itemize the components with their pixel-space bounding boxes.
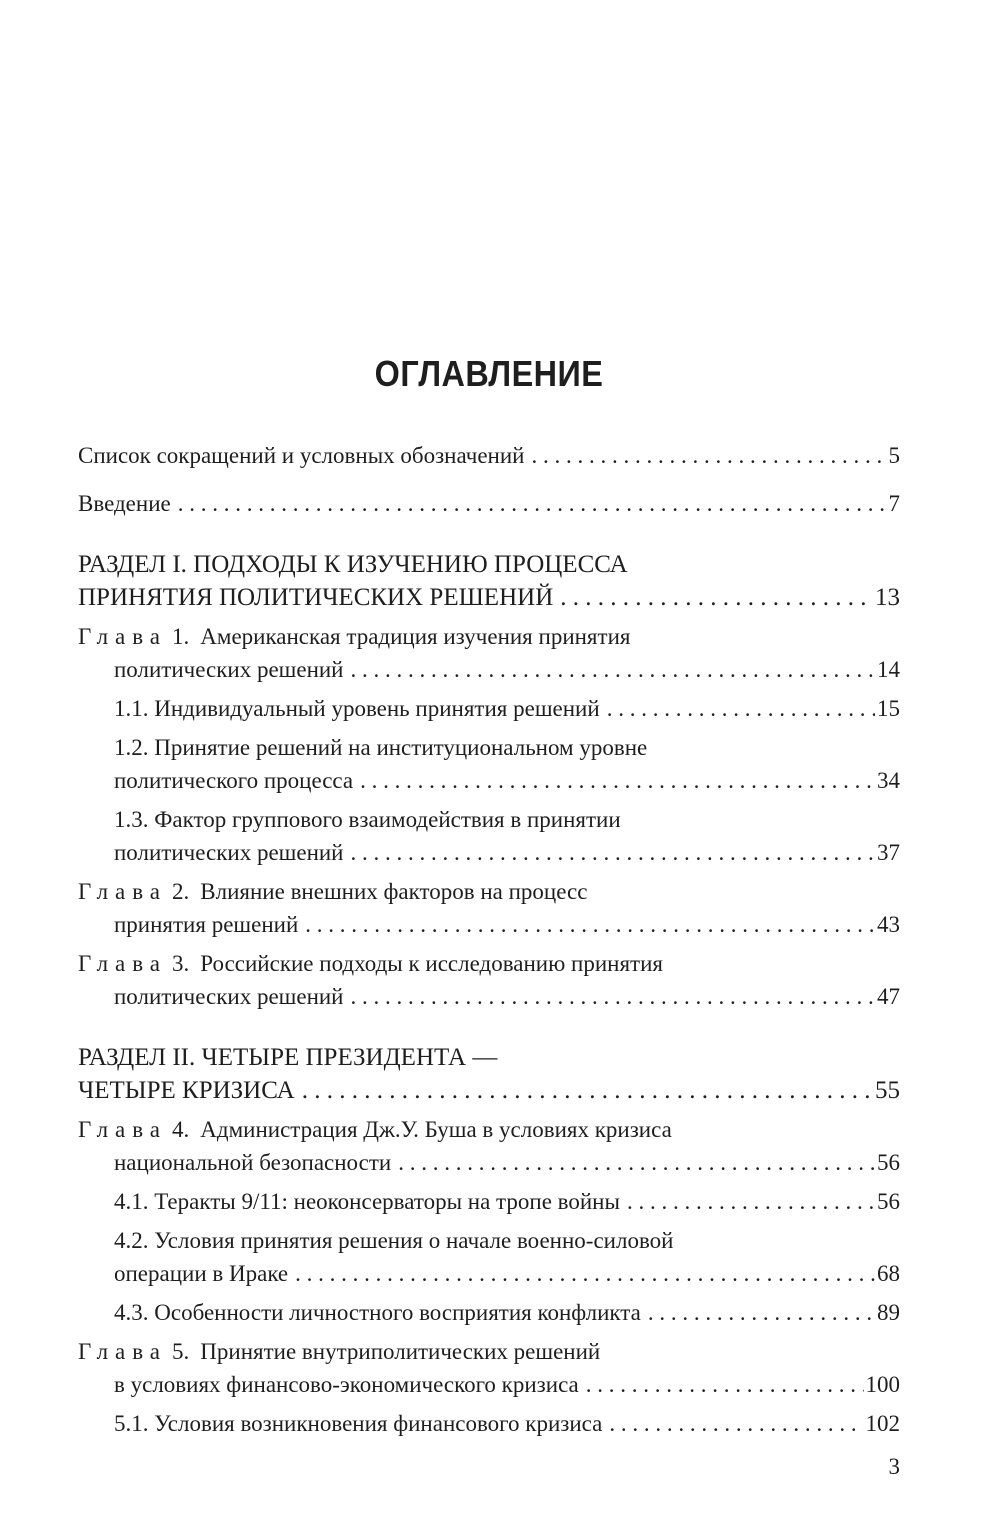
toc-entry-text: РАЗДЕЛ I. ПОДХОДЫ К ИЗУЧЕНИЮ ПРОЦЕССА (78, 551, 628, 578)
toc-line (78, 1368, 900, 1401)
toc-line (78, 1185, 900, 1218)
toc-entry-text: операции в Ираке (114, 1261, 289, 1286)
toc-line (78, 731, 900, 764)
dot-leader (586, 1368, 864, 1401)
toc-line (78, 1296, 900, 1329)
toc-entry-text: 1.2. Принятие решений на институциональном уровне (114, 735, 648, 760)
toc-page-number: 37 (877, 840, 900, 865)
toc-entry-text: национальной безопасности (114, 1150, 392, 1175)
toc-line (78, 947, 900, 980)
toc-entry-text: 4.3. Особенности личностного восприятия конфликта (114, 1300, 641, 1325)
dot-leader (351, 653, 876, 686)
toc-line (78, 1407, 900, 1440)
dot-leader (351, 980, 876, 1013)
toc-page-number: 34 (877, 768, 900, 793)
toc-page-number: 56 (877, 1189, 900, 1214)
toc-entry (78, 731, 900, 797)
toc-line (78, 1224, 900, 1257)
toc-entry-text: Глава 1. Американская традиция изучения принятия (78, 624, 631, 649)
chapter-number: 4. (172, 1117, 190, 1142)
toc-line (78, 581, 900, 614)
toc-line (78, 548, 900, 581)
toc-entry (78, 1296, 900, 1329)
toc-entry-text: ПРИНЯТИЯ ПОЛИТИЧЕСКИХ РЕШЕНИЙ (78, 584, 554, 611)
toc-entry-text: 4.1. Теракты 9/11: неоконсерваторы на тропе войны (114, 1189, 620, 1214)
toc-page-number: 100 (865, 1372, 900, 1397)
toc-line (78, 1335, 900, 1368)
toc-entry-text: Глава 3. Российские подходы к исследованию принятия (78, 951, 663, 976)
toc-line (78, 980, 900, 1013)
toc-page-number: 15 (877, 696, 900, 721)
toc-page-number: 102 (865, 1411, 900, 1436)
toc-line (78, 764, 900, 797)
toc-page-number: 7 (888, 491, 900, 516)
toc-entry-text: политического процесса (114, 768, 354, 793)
toc-line (78, 803, 900, 836)
toc-line (78, 620, 900, 653)
toc-page-number: 14 (877, 657, 900, 682)
toc-entry (78, 548, 900, 614)
toc-entry-text: 5.1. Условия возникновения финансового кризиса (114, 1411, 603, 1436)
toc-page-number: 13 (875, 584, 900, 611)
toc-page-number: 5 (888, 443, 900, 468)
dot-leader (360, 764, 875, 797)
dot-leader (531, 439, 886, 472)
toc-entry-text: Глава 4. Администрация Дж.У. Буша в условиях кризиса (78, 1117, 672, 1142)
chapter-number: 3. (172, 951, 190, 976)
toc-page-number: 56 (877, 1150, 900, 1175)
toc-entry (78, 1041, 900, 1107)
chapter-number: 2. (172, 879, 190, 904)
toc-entry (78, 1407, 900, 1440)
toc-entry-text: ЧЕТЫРЕ КРИЗИСА (78, 1077, 295, 1104)
toc-line (78, 1146, 900, 1179)
toc-entry-text: 4.2. Условия принятия решения о начале военно-силовой (114, 1228, 674, 1253)
toc-entry-text: политических решений (114, 840, 344, 865)
dot-leader (295, 1257, 875, 1290)
toc-entry-text: Глава 2. Влияние внешних факторов на процесс (78, 879, 588, 904)
dot-leader (560, 581, 873, 614)
toc-line (78, 875, 900, 908)
toc-entry-text: 1.1. Индивидуальный уровень принятия решений (114, 696, 600, 721)
dot-leader (627, 1185, 875, 1218)
page-title: ОГЛАВЛЕНИЕ (374, 353, 604, 394)
toc-line (78, 1113, 900, 1146)
toc-entry-text: Список сокращений и условных обозначений (78, 443, 525, 468)
toc-line (78, 908, 900, 941)
toc-entry (78, 947, 900, 1013)
toc-line (78, 1257, 900, 1290)
toc-line (78, 692, 900, 725)
toc-entry-text: в условиях финансово-экономического кризиса (114, 1372, 579, 1397)
toc-entry-text: политических решений (114, 657, 344, 682)
dot-leader (351, 836, 876, 869)
chapter-label: Глава (78, 879, 168, 904)
toc-entry-text: 1.3. Фактор группового взаимодействия в принятии (114, 807, 621, 832)
toc-entry-text: политических решений (114, 984, 344, 1009)
chapter-label: Глава (78, 1117, 168, 1142)
toc-entry-text: Глава 5. Принятие внутриполитических решений (78, 1339, 601, 1364)
dot-leader (607, 692, 875, 725)
footer-page-number: 3 (888, 1454, 900, 1479)
dot-leader (302, 1074, 873, 1107)
toc-entry (78, 1335, 900, 1401)
dot-leader (609, 1407, 863, 1440)
toc-entry-text: РАЗДЕЛ II. ЧЕТЫРЕ ПРЕЗИДЕНТА — (78, 1044, 498, 1071)
toc-line (78, 836, 900, 869)
toc-line (78, 439, 900, 472)
toc-entry (78, 692, 900, 725)
toc-entry (78, 487, 900, 520)
toc-entry (78, 875, 900, 941)
toc-entry (78, 620, 900, 686)
toc-entry (78, 439, 900, 472)
dot-leader (648, 1296, 875, 1329)
chapter-label: Глава (78, 1339, 168, 1364)
toc-page-number: 68 (877, 1261, 900, 1286)
toc-page-number: 89 (877, 1300, 900, 1325)
toc-entry (78, 1185, 900, 1218)
toc-entry (78, 1113, 900, 1179)
dot-leader (398, 1146, 875, 1179)
chapter-number: 1. (172, 624, 190, 649)
chapter-number: 5. (172, 1339, 190, 1364)
toc-line (78, 653, 900, 686)
toc-entry-text: принятия решений (114, 912, 299, 937)
toc-entry-text: Введение (78, 491, 171, 516)
toc-list (78, 439, 900, 1440)
chapter-label: Глава (78, 624, 168, 649)
toc-line (78, 1041, 900, 1074)
toc-entry (78, 803, 900, 869)
toc-line (78, 1074, 900, 1107)
dot-leader (178, 487, 887, 520)
toc-line (78, 487, 900, 520)
toc-entry (78, 1224, 900, 1290)
toc-page-number: 55 (875, 1077, 900, 1104)
toc-page-number: 43 (877, 912, 900, 937)
dot-leader (305, 908, 875, 941)
chapter-label: Глава (78, 951, 168, 976)
toc-page-number: 47 (877, 984, 900, 1009)
